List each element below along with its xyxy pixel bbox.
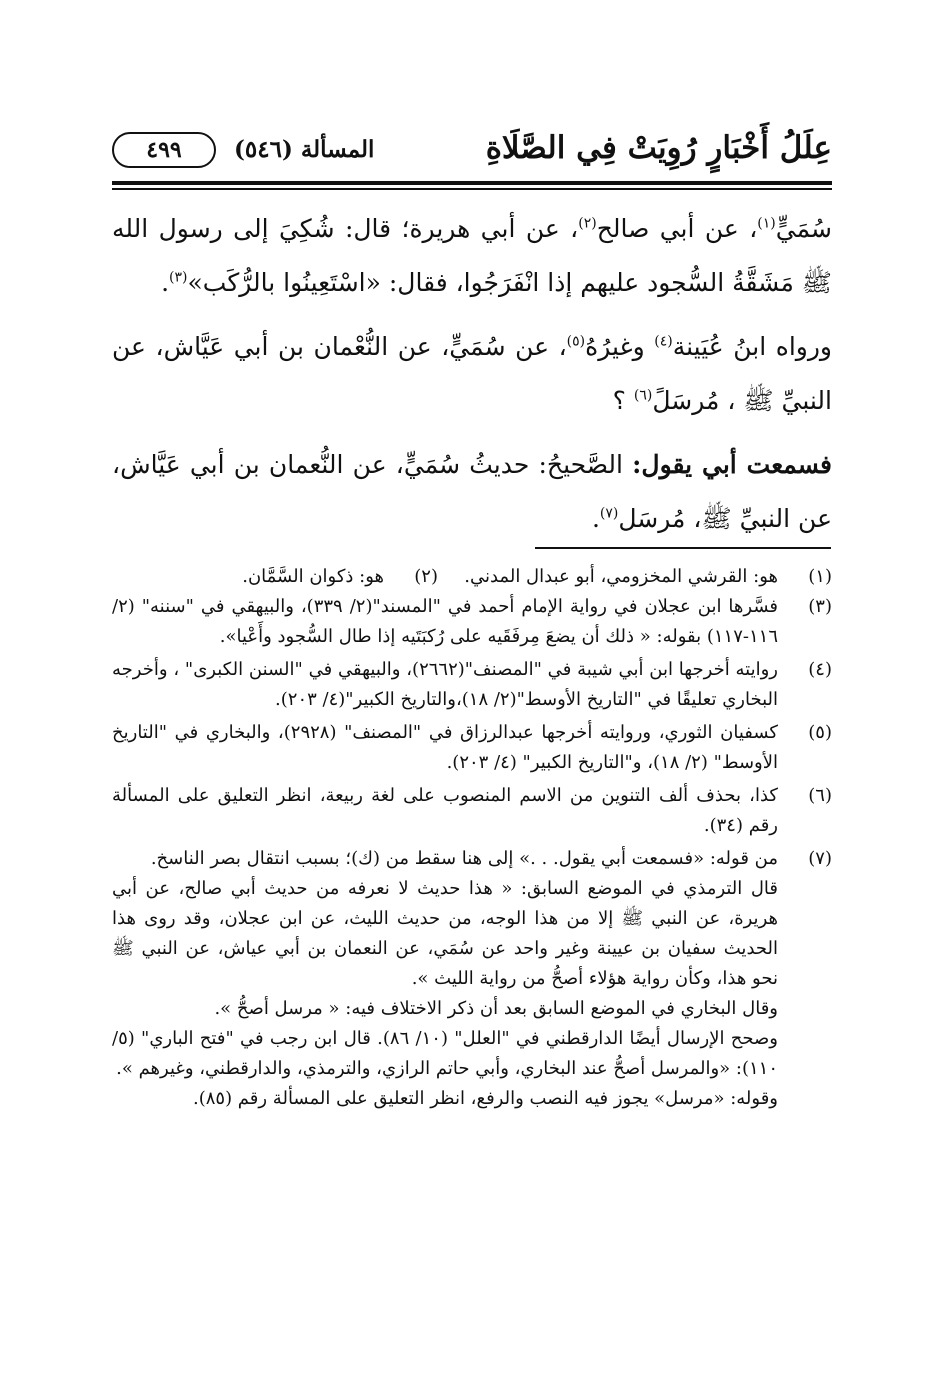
footnote-text: روايته أخرجها ابن أبي شيبة في "المصنف"(٢٦٦٢)، والبيهقي في "السنن الكبرى" ، وأخرجه البخاري تعليقًا في "التاريخ الأوسط"(٢/ ١٨)،والتاريخ الكبير"(٤/ ٢٠٣).	[112, 659, 778, 710]
footnote-text	[112, 844, 778, 1114]
footnote-text: هو: ذكوان السَّمَّان.	[242, 566, 384, 587]
footnote-number: (١)	[808, 566, 832, 587]
page-number-badge: ٤٩٩	[112, 132, 216, 168]
footnote-ref-4: (٤)	[654, 333, 673, 350]
footnote-text: هو: القرشي المخزومي، أبو عبدال المدني.	[464, 566, 778, 587]
footnote-ref-6: (٦)	[633, 387, 653, 404]
footnote-3	[112, 592, 832, 652]
footnote-number: (٦)	[808, 785, 832, 806]
footnote-line: وصحح الإرسال أيضًا الدارقطني في "العلل" (١٠/ ٨٦). قال ابن رجب في "فتح الباري" (٥/ ١١٠): «والمرسل أصحُّ عند البخاري، وأبي حاتم الرازي، والترمذي، والدارقطني، وغيرهم ».	[112, 1028, 778, 1079]
page-header	[112, 128, 832, 178]
text-span: سُمَيٍّ	[775, 214, 832, 243]
footnote-ref-1: (١)	[757, 215, 776, 232]
footnote-number: (٥)	[808, 722, 832, 743]
footnote-text: فسَّرها ابن عجلان في رواية الإمام أحمد في "المسند"(٢/ ٣٣٩)، والبيهقي في "سننه" (٢/ ١١٦-١١٧) بقوله: « ذلك أن يضعَ مِرفَقَيه على رُكبَتَيه إذا طال السُّجود وأَعْيا».	[112, 596, 778, 647]
text-span: .	[591, 504, 600, 533]
footnote-line: من قوله: «فسمعت أبي يقول. . .» إلى هنا سقط من (ك)؛ بسبب انتقال بصر الناسخ.	[150, 848, 778, 869]
footnote-line: وقوله: «مرسل» يجوز فيه النصب والرفع، انظر التعليق على المسألة رقم (٨٥).	[192, 1088, 778, 1109]
footnote-text: كسفيان الثوري، وروايته أخرجها عبدالرزاق في "المصنف" (٢٩٢٨)، والبخاري في "التاريخ الأوسط" (٢/ ١٨)، و"التاريخ الكبير" (٤/ ٢٠٣).	[112, 722, 778, 773]
running-title: عِلَلُ أَخْبَارٍ رُوِيَتْ فِي الصَّلَاةِ	[485, 130, 832, 166]
footnote-number: (٧)	[808, 848, 832, 869]
footnote-number: (٢)	[414, 566, 438, 587]
footnote-ref-2: (٢)	[578, 215, 597, 232]
text-span: ، عن سُمَيٍّ، عن النُّعْمان بن أبي عَيَّاش، عن النبيِّ ﷺ ، مُرسَلً	[112, 332, 832, 415]
main-text	[112, 202, 832, 546]
text-span: .	[161, 268, 170, 297]
footnote-text: كذا، بحذف ألف التنوين من الاسم المنصوب على لغة ربيعة، انظر التعليق على المسألة رقم (٣٤).	[112, 785, 778, 836]
footnote-line: قال الترمذي في الموضع السابق: « هذا حديث لا نعرفه من حديث أبي صالح، عن أبي هريرة، عن النبي ﷺ إلا من هذا الوجه، من حديث الليث، عن ابن عجلان، وقد روى هذا الحديث سفيان بن عيينة وغير واحد عن سُمَي، عن النعمان بن أبي عياش، عن النبي ﷺ نحو هذا، وكأن رواية هؤلاء أصحُّ من رواية الليث ».	[112, 878, 778, 989]
header-rule-thin	[112, 188, 832, 190]
text-span: الصَّحيحُ: حديثُ سُمَيٍّ، عن النُّعمان بن أبي عَيَّاش، عن النبيِّ ﷺ، مُرسَل	[112, 450, 832, 533]
footnote-ref-5: (٥)	[566, 333, 586, 350]
footnote-6	[112, 781, 832, 841]
footnotes	[112, 562, 832, 1117]
footnote-number: (٤)	[808, 659, 832, 680]
text-span: ، عن أبي صالح	[596, 214, 758, 243]
footnote-5	[112, 718, 832, 778]
issue-label: المسألة (٥٤٦)	[234, 136, 375, 163]
paragraph-2	[112, 320, 832, 428]
text-span: ورواه ابنُ عُيَينة	[672, 332, 832, 361]
footnote-1-2	[112, 562, 832, 592]
paragraph-3	[112, 438, 832, 546]
footnote-line: وقال البخاري في الموضع السابق بعد أن ذكر الاختلاف فيه: « مرسل أصحُّ ».	[214, 998, 778, 1019]
footnote-4	[112, 655, 832, 715]
text-span: ، عن أبي هريرة؛ قال: شُكِيَ إلى رسول الله ﷺ مَشَقَّةُ السُّجود عليهم إذا انْفَرَجُوا، فقال: «اسْتَعِينُوا بالرُّكَب»	[112, 214, 832, 297]
footnote-ref-7: (٧)	[599, 505, 619, 522]
footnote-ref-3: (٣)	[169, 269, 188, 286]
text-span: ؟	[612, 386, 634, 415]
footnote-7	[112, 844, 832, 1114]
footnote-separator	[535, 547, 831, 549]
header-rule-thick	[112, 181, 832, 185]
footnote-number: (٣)	[808, 596, 832, 617]
text-span: وغيرُهُ	[585, 332, 655, 361]
lead-phrase: فسمعت أبي يقول:	[632, 450, 832, 479]
paragraph-1	[112, 202, 832, 310]
